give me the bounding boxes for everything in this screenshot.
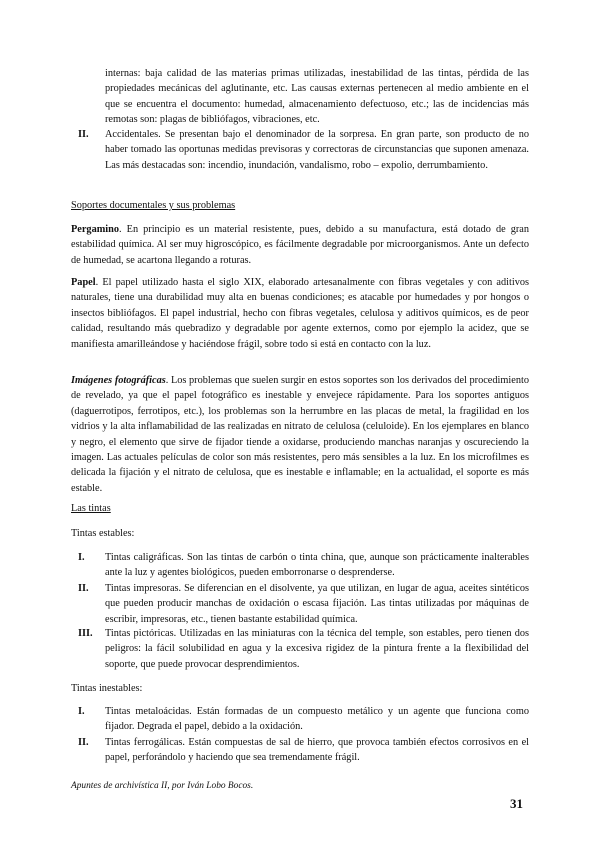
list-number: I. [78,552,85,563]
term-pergamino: Pergamino [71,224,120,235]
imagenes-text: . Los problemas que suelen surgir en estos soportes son los derivados del procedimiento de revelado, ya que el papel fotográfico es inestable y envejece rápidamente. Para los soportes antiguos (daguerrotipos, ferrotipos, etc.), los problemas son la herrumbre en las placas de metal, la fragilidad en los vidrios y la alta inflamabilidad de las realizadas en nitrato de celulosa (celuloide). En los ejemplares en blanco y negro, el elemento que sirve de fijador tiende a oxidarse, produciendo manchas naranjas y oscureciendo la imagen. Las actuales películas de color son más resistentes, pero más sensibles a la luz. En los microfilmes es delicada la fijación y el nitrato de celulosa, que es inestable e inflamable; en la actualidad, el soporte es más estable. [71,375,529,494]
list-item-inestable: Tintas ferrogálicas. Están compuestas de sal de hierro, que provoca también efectos corrosivos en el papel, perforándolo y haciendo que sea tremendamente frágil. [105,737,529,764]
list-number: III. [78,628,93,639]
section-heading-soportes: Soportes documentales y sus problemas [71,200,236,211]
papel-text: . El papel utilizado hasta el siglo XIX, elaborado artesanalmente con fibras vegetales y con aditivos naturales, tiene una durabilidad muy alta en buenas condiciones; es atacable por humedades y por hongos o insectos bibliófagos. El papel industrial, hecho con fibras vegetales, celulosa y aditivos químicos, es de peor calidad, resultando más quebradizo y degradable por agente externos, como por ejemplo la acidez, que se manifiesta amarilleándose y haciéndose frágil, sobre todo si está en contacto con la luz. [71,277,529,350]
label-tintas-inestables: Tintas inestables: [71,683,143,694]
list-number: I. [78,706,85,717]
page-number: 31 [510,796,523,811]
section-heading-tintas: Las tintas [71,503,111,514]
list-item-inestable: Tintas metaloácidas. Están formadas de un compuesto metálico y un agente que funciona como fijador. Degrada el papel, debido a la oxidación. [105,706,529,733]
term-papel: Papel [71,277,96,288]
intro-continuation: internas: baja calidad de las materias primas utilizadas, inestabilidad de las tintas, pérdida de las propiedades mecánicas del aglutinante, etc. Las causas externas pertenecen al medio ambiente en el que se encuentra el documento: humedad, almacenamiento defectuoso, etc.; las de incidencias más remotas son: plagas de bibliófagos, vibraciones, etc. [105,68,529,126]
list-item-estable: Tintas caligráficas. Son las tintas de carbón o tinta china, que, aunque son prácticamente inalterables ante la luz y agentes biológicos, pueden emborronarse o desprenderse. [105,552,529,579]
label-tintas-estables: Tintas estables: [71,528,135,539]
term-imagenes: Imágenes fotográficas [71,375,166,386]
list-number: II. [78,737,89,748]
list-item-estable: Tintas pictóricas. Utilizadas en las miniaturas con la técnica del temple, son estables, pero tienen dos peligros: la fácil solubilidad en agua y la excesiva rigidez de la pintura frente a la flexibilidad del soporte, que puede provocar desprendimientos. [105,628,529,670]
list-item-estable: Tintas impresoras. Se diferencian en el disolvente, ya que utilizan, en lugar de agua, aceites sintéticos que pueden producir manchas de oxidación o escasa fijación. Las tintas utilizadas por máquinas de escribir, impresoras, etc., tienen bastante estabilidad química. [105,583,529,625]
footer-note: Apuntes de archivística II, por Iván Lobo Bocos. [71,781,254,791]
pergamino-text: . En principio es un material resistente, pues, debido a su manufactura, está dotado de gran estabilidad química. Al ser muy higroscópico, es fácilmente degradable por microorganismos. Ante un defecto de humedad, se acartona llegando a roturas. [71,224,529,266]
paragraph-pergamino [71,222,529,268]
list-item-accidentales: Accidentales. Se presentan bajo el denominador de la sorpresa. En gran parte, son producto de no haber tomado las oportunas medidas previsoras y correctoras de circunstancias que suponen amenaza. Las más destacadas son: incendio, inundación, vandalismo, robo – expolio, derrumbamiento. [105,129,529,171]
list-number: II. [78,583,89,594]
paragraph-imagenes [71,373,529,496]
list-number: II. [78,129,89,140]
paragraph-papel [71,275,529,352]
